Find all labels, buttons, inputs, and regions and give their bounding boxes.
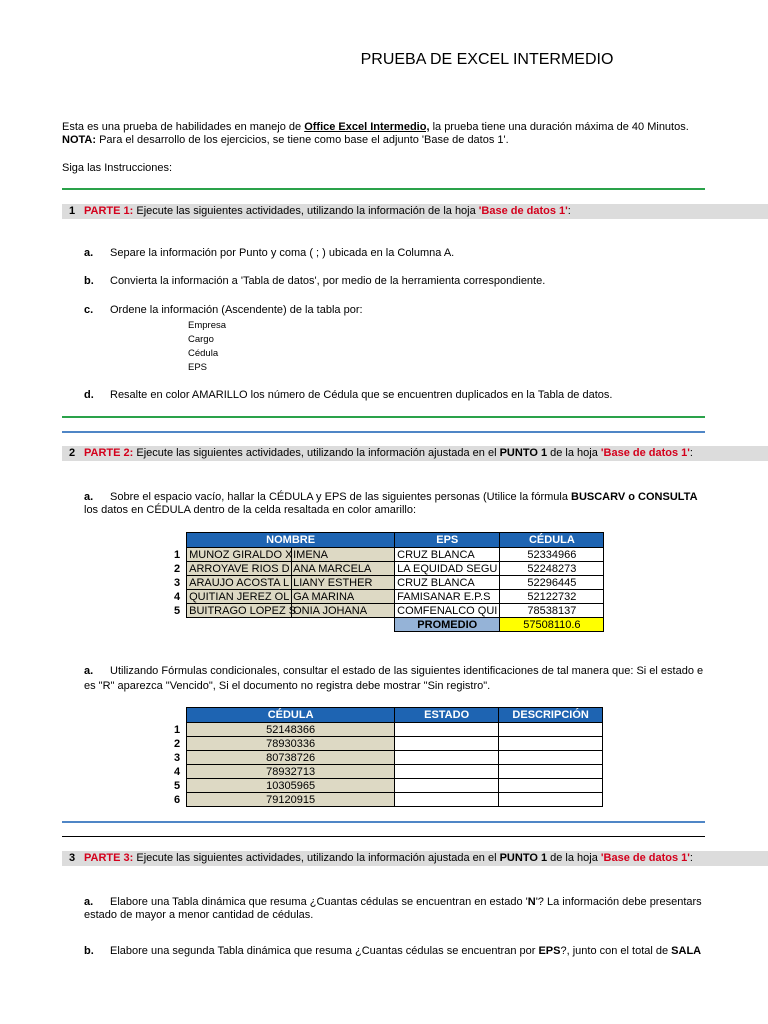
divider — [62, 416, 705, 418]
nota-label: NOTA: — [62, 134, 97, 146]
cedula-cell[interactable]: 10305965 — [187, 779, 395, 793]
divider — [62, 431, 705, 433]
part1-item-d: Resalte en color AMARILLO los número de Cédula que se encuentren duplicados en la Tabla de datos. — [110, 389, 613, 401]
item-letter: d. — [84, 389, 94, 401]
table-row — [172, 576, 604, 590]
name-cell[interactable]: QUITIAN JEREZ OL GA MARINA — [187, 590, 395, 604]
eps-cell[interactable]: CRUZ BLANCA — [395, 576, 500, 590]
estado-cell[interactable] — [395, 737, 499, 751]
part1-item-a: Separe la información por Punto y coma ( ; ) ubicada en la Columna A. — [110, 247, 455, 259]
table-header-row — [172, 708, 603, 723]
intro-text-end: la prueba tiene una duración máxima de 40 Minutos. — [429, 121, 689, 133]
promedio-label: PROMEDIO — [395, 618, 500, 632]
descripcion-cell[interactable] — [499, 751, 603, 765]
part3-title: PARTE 3: Ejecute las siguientes actividades, utilizando la información ajustada en el PUNTO 1 de la hoja 'Base de datos 1': — [84, 852, 693, 864]
table-row — [172, 765, 603, 779]
part1-item-c: Ordene la información (Ascendente) de la tabla por: — [110, 304, 363, 316]
descripcion-cell[interactable] — [499, 793, 603, 807]
row-index: 5 — [174, 604, 181, 617]
part3-item-a-line1: Elabore una Tabla dinámica que resuma ¿Cuantas cédulas se encuentran en estado 'N'? La información debe presentars — [110, 896, 702, 908]
promedio-row — [172, 618, 604, 632]
eps-cell[interactable]: COMFENALCO QUI — [395, 604, 500, 618]
cedula-cell[interactable]: 80738726 — [187, 751, 395, 765]
row-index: 4 — [174, 590, 181, 603]
descripcion-cell[interactable] — [499, 765, 603, 779]
row-index: 3 — [174, 576, 181, 589]
column-header: NOMBRE — [187, 533, 395, 548]
column-header: CÉDULA — [500, 533, 604, 548]
table-row — [172, 737, 603, 751]
divider — [62, 188, 705, 190]
estado-cell[interactable] — [395, 779, 499, 793]
part2-item-b-line1: Utilizando Fórmulas condicionales, consultar el estado de las siguientes identificaciones de tal manera que: Si el estado e — [110, 665, 704, 677]
cedula-cell[interactable]: 78538137 — [500, 604, 604, 618]
row-index: 5 — [174, 779, 181, 792]
part2-item-b-line2: es "R" aparezca "Vencido", Si el documento no registra debe mostrar "Sin registro". — [84, 680, 491, 692]
table-row — [172, 604, 604, 618]
table-row — [172, 793, 603, 807]
eps-cell[interactable]: CRUZ BLANCA — [395, 548, 500, 562]
nota-text: Para el desarrollo de los ejercicios, se tiene como base el adjunto 'Base de datos 1'. — [96, 134, 509, 146]
table-row — [172, 723, 603, 737]
eps-cell[interactable]: FAMISANAR E.P.S — [395, 590, 500, 604]
part2-item-a-line2: los datos en CÉDULA dentro de la celda resaltada en color amarillo: — [84, 504, 417, 516]
intro-line-1 — [62, 121, 689, 133]
order-field: Cédula — [188, 348, 219, 359]
part2-item-a-line1: Sobre el espacio vacío, hallar la CÉDULA y EPS de las siguientes personas (Utilice la fórmula BUSCARV o CONSULTA — [110, 491, 698, 503]
part3-header — [62, 851, 768, 866]
row-index: 1 — [174, 548, 181, 561]
promedio-value[interactable]: 57508110.6 — [500, 618, 604, 632]
part3-item-a-line2: estado de mayor a menor cantidad de cédulas. — [84, 909, 314, 921]
table-row — [172, 751, 603, 765]
row-index: 2 — [174, 737, 181, 750]
instructions-label: Siga las Instrucciones: — [62, 162, 173, 174]
part2-title: PARTE 2: Ejecute las siguientes actividades, utilizando la información ajustada en el PUNTO 1 de la hoja 'Base de datos 1': — [84, 447, 693, 459]
item-letter: a. — [84, 896, 94, 908]
row-index: 3 — [174, 751, 181, 764]
intro-highlight: Office Excel Intermedio, — [304, 121, 430, 133]
item-letter: c. — [84, 304, 94, 316]
name-cell[interactable]: BUITRAGO LOPEZ S ONIA JOHANA — [187, 604, 395, 618]
name-cell[interactable]: ARAUJO ACOSTA L LIANY ESTHER — [187, 576, 395, 590]
page-title: PRUEBA DE EXCEL INTERMEDIO — [360, 51, 614, 68]
cedula-cell[interactable]: 78930336 — [187, 737, 395, 751]
name-cell[interactable]: ARROYAVE RIOS D ANA MARCELA — [187, 562, 395, 576]
part1-item-b: Convierta la información a 'Tabla de datos', por medio de la herramienta correspondiente. — [110, 275, 546, 287]
part3-number: 3 — [69, 852, 76, 864]
name-cell[interactable]: MUNOZ GIRALDO X IMENA — [187, 548, 395, 562]
part3-item-b-line1: Elabore una segunda Tabla dinámica que resuma ¿Cuantas cédulas se encuentran por EPS?, junto con el total de SALA — [110, 945, 702, 957]
column-header: DESCRIPCIÓN — [499, 708, 603, 723]
cedula-cell[interactable]: 52148366 — [187, 723, 395, 737]
order-field: Cargo — [188, 334, 214, 345]
intro-text: Esta es una prueba de habilidades en manejo de — [62, 121, 305, 133]
column-header: CÉDULA — [187, 708, 395, 723]
order-field: Empresa — [188, 320, 227, 331]
estado-cell[interactable] — [395, 793, 499, 807]
table-row — [172, 590, 604, 604]
column-header: ESTADO — [395, 708, 499, 723]
descripcion-cell[interactable] — [499, 779, 603, 793]
row-index: 1 — [174, 723, 181, 736]
part2-number: 2 — [69, 447, 76, 459]
part1-number: 1 — [69, 205, 76, 217]
part1-title: PARTE 1: Ejecute las siguientes actividades, utilizando la información de la hoja 'Base de datos 1': — [84, 205, 571, 217]
item-letter: a. — [84, 247, 94, 259]
estado-cell[interactable] — [395, 751, 499, 765]
table-row — [172, 548, 604, 562]
item-letter: b. — [84, 945, 94, 957]
divider — [62, 821, 705, 823]
item-letter: a. — [84, 491, 94, 503]
order-fields-list — [188, 319, 226, 375]
order-field: EPS — [188, 362, 208, 373]
intro-line-2 — [62, 134, 509, 146]
table-header-row — [172, 533, 604, 548]
cedula-cell[interactable]: 52122732 — [500, 590, 604, 604]
lookup-table — [172, 532, 604, 632]
estado-cell[interactable] — [395, 723, 499, 737]
part1-header — [62, 204, 768, 219]
cedula-cell[interactable]: 52334966 — [500, 548, 604, 562]
item-letter: b. — [84, 275, 94, 287]
column-header: EPS — [395, 533, 500, 548]
item-letter: a. — [84, 665, 94, 677]
cedula-cell[interactable]: 79120915 — [187, 793, 395, 807]
estado-cell[interactable] — [395, 765, 499, 779]
table-row — [172, 779, 603, 793]
divider — [62, 836, 705, 837]
status-table — [172, 707, 603, 807]
table-row — [172, 562, 604, 576]
row-index: 6 — [174, 793, 181, 806]
row-index: 4 — [174, 765, 181, 778]
descripcion-cell[interactable] — [499, 723, 603, 737]
part2-header — [62, 446, 768, 461]
row-index: 2 — [174, 562, 181, 575]
eps-cell[interactable]: LA EQUIDAD SEGU — [395, 562, 500, 576]
cedula-cell[interactable]: 52248273 — [500, 562, 604, 576]
cedula-cell[interactable]: 52296445 — [500, 576, 604, 590]
cedula-cell[interactable]: 78932713 — [187, 765, 395, 779]
descripcion-cell[interactable] — [499, 737, 603, 751]
